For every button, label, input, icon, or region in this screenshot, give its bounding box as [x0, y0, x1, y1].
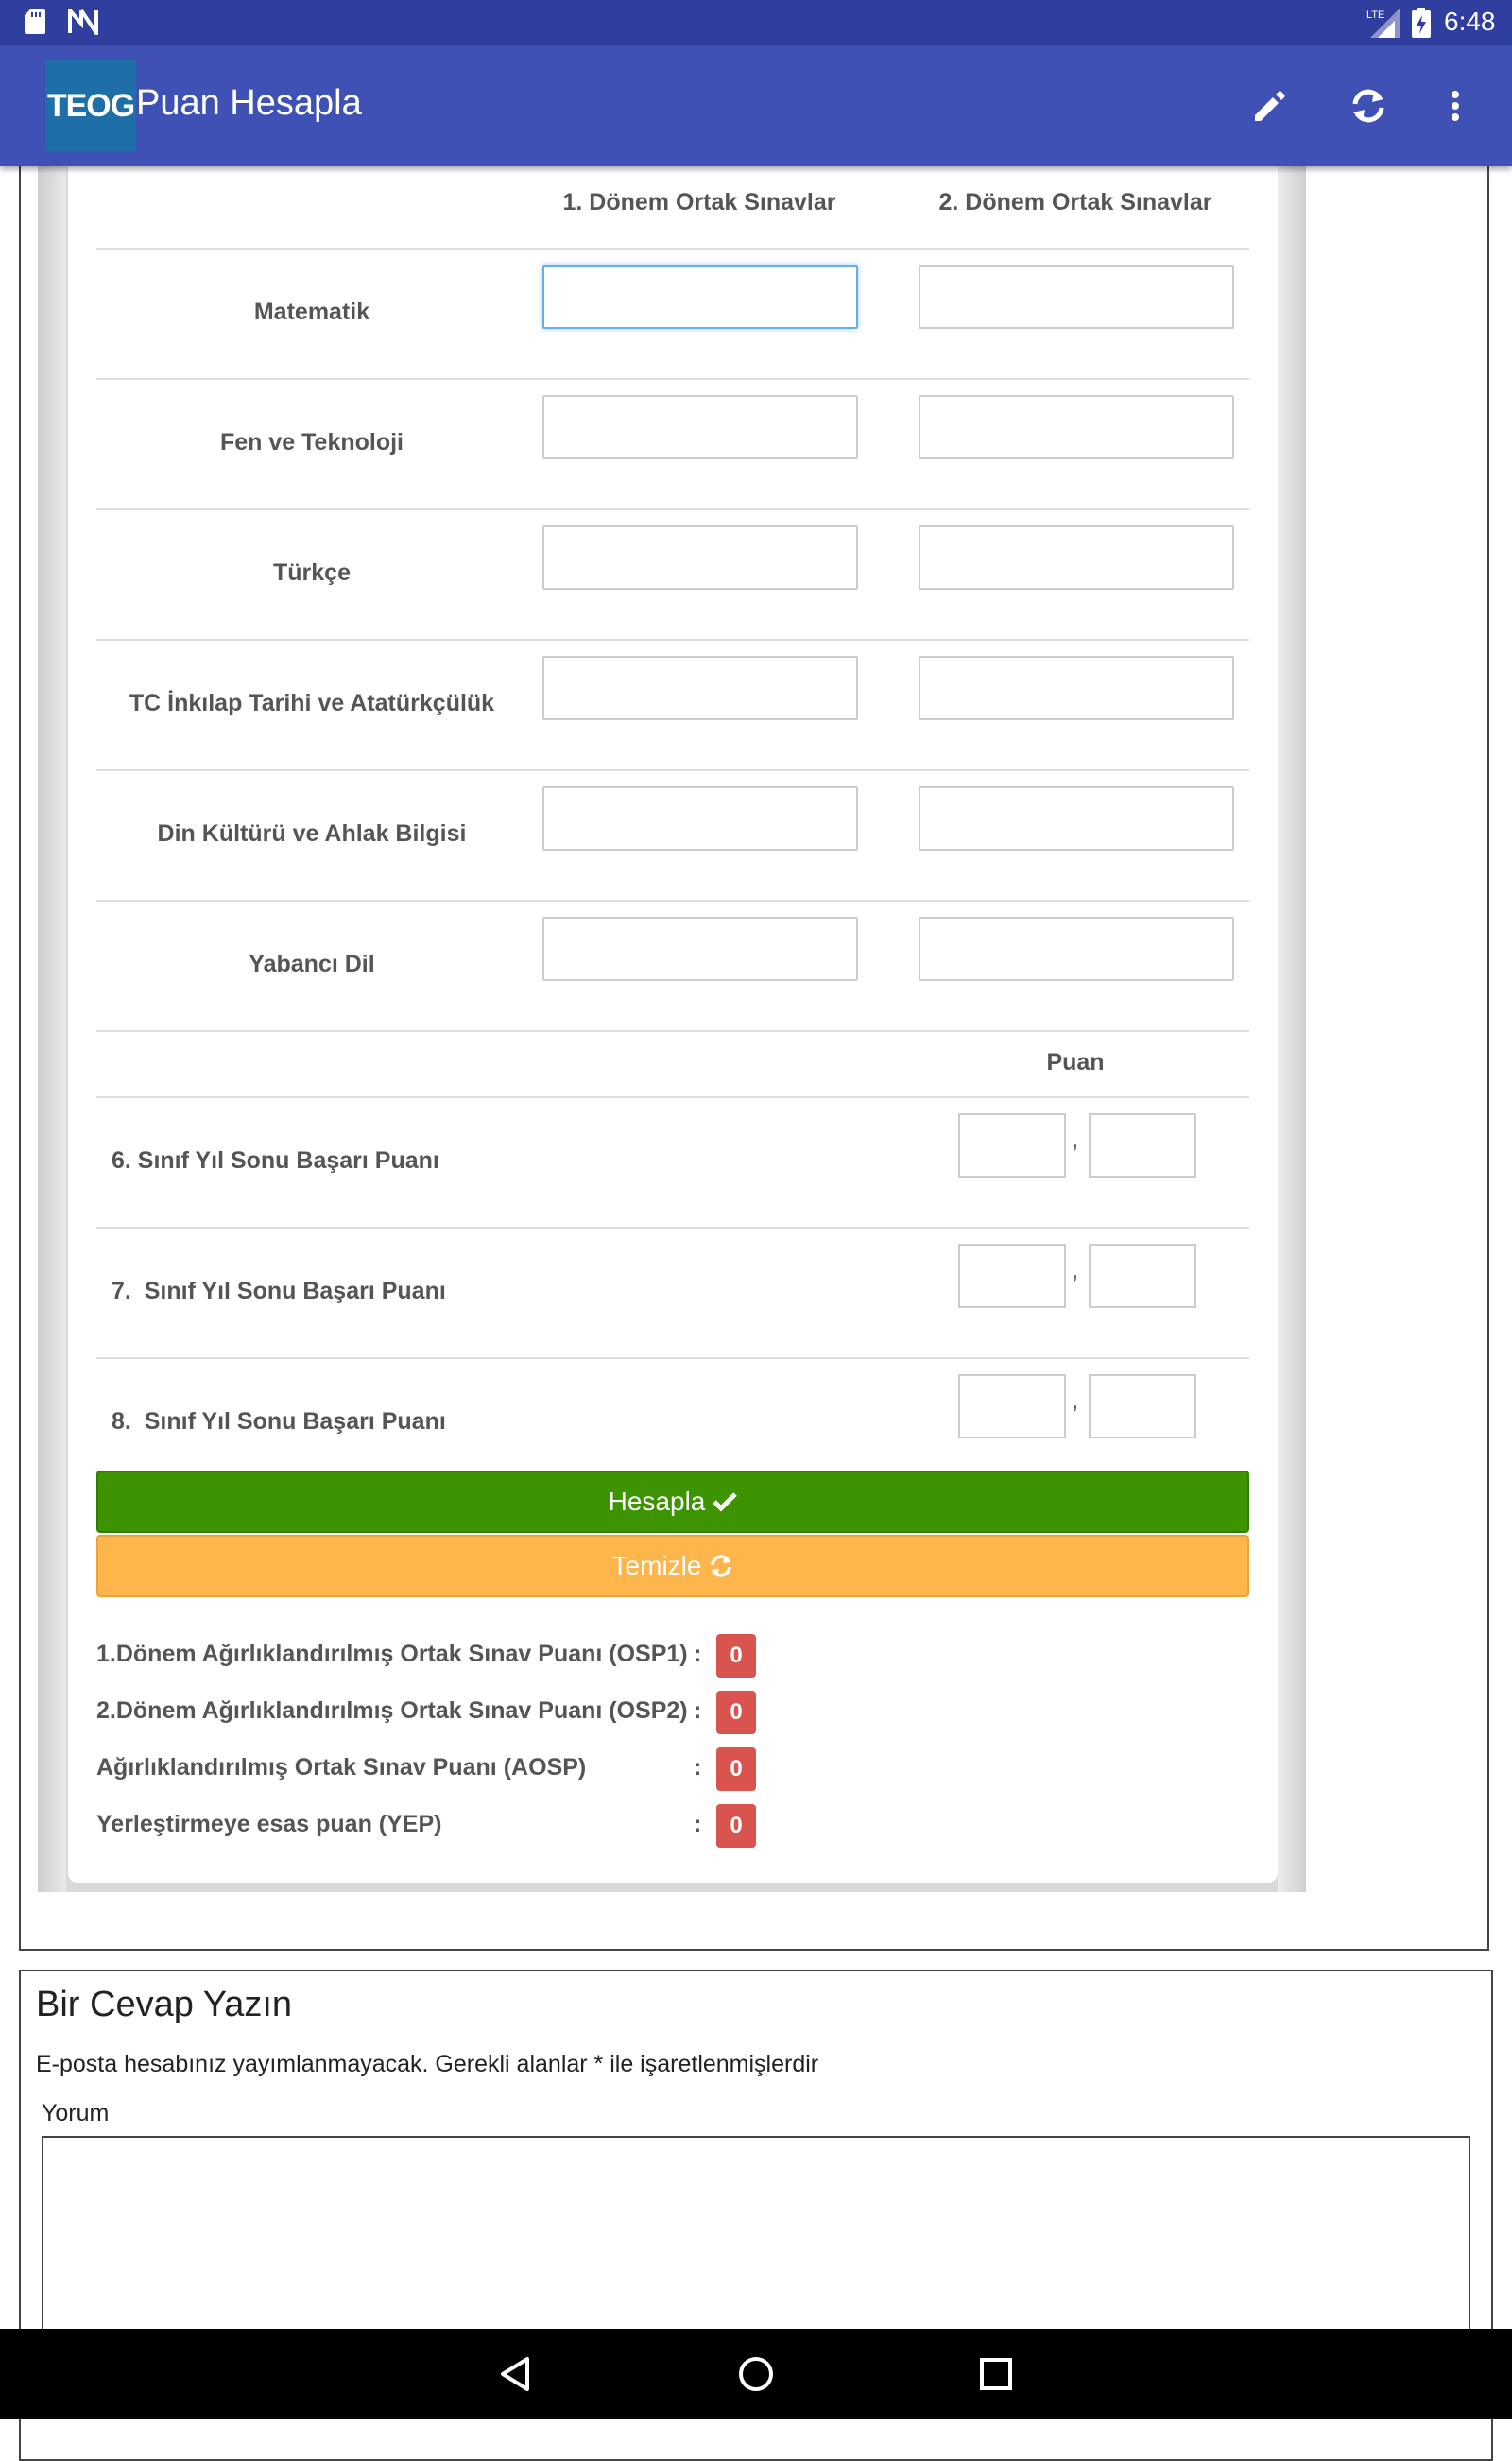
subject-label: Din Kültürü ve Ahlak Bilgisi — [157, 820, 467, 847]
yabanci-dil-term2-input[interactable] — [919, 917, 1234, 981]
app-title: Puan Hesapla — [136, 83, 362, 123]
result-colon: : — [694, 1697, 702, 1724]
result-osp2-label: 2.Dönem Ağırlıklandırılmış Ortak Sınav Puanı (OSP2) — [96, 1697, 688, 1724]
col-header-term1: 1. Dönem Ortak Sınavlar — [562, 189, 836, 215]
grade8-whole-input[interactable] — [958, 1374, 1066, 1438]
clear-label: Temizle — [611, 1551, 702, 1580]
decimal-separator: , — [1072, 1125, 1079, 1153]
row-divider — [96, 508, 1249, 510]
puan-header: Puan — [1046, 1049, 1105, 1076]
subject-label: Fen ve Teknoloji — [219, 429, 404, 456]
row-divider — [96, 1096, 1249, 1098]
row-divider — [96, 769, 1249, 771]
result-osp2-badge: 0 — [716, 1691, 756, 1734]
yabanci-dil-term1-input[interactable] — [542, 917, 858, 981]
app-logo: TEOG — [45, 60, 136, 151]
din-term2-input[interactable] — [919, 786, 1234, 851]
result-colon: : — [694, 1641, 702, 1667]
app-bar — [0, 45, 1512, 166]
year-score-label: 8. Sınıf Yıl Sonu Başarı Puanı — [112, 1408, 446, 1435]
sd-card-icon — [25, 9, 45, 34]
turkce-term2-input[interactable] — [919, 525, 1234, 590]
subject-label: Türkçe — [273, 559, 351, 586]
status-bar — [0, 0, 1512, 45]
check-icon — [713, 1491, 737, 1512]
grade7-decimal-input[interactable] — [1089, 1244, 1196, 1308]
year-score-label: 6. Sınıf Yıl Sonu Başarı Puanı — [112, 1147, 439, 1174]
fen-term1-input[interactable] — [542, 395, 858, 459]
result-colon: : — [694, 1811, 702, 1837]
grade6-decimal-input[interactable] — [1089, 1113, 1196, 1178]
clock: 6:48 — [1444, 7, 1496, 36]
result-osp1-label: 1.Dönem Ağırlıklandırılmış Ortak Sınav Puanı (OSP1) — [96, 1641, 688, 1667]
signal-icon — [1366, 8, 1400, 38]
reply-title: Bir Cevap Yazın — [36, 1985, 293, 2024]
notification-n-icon — [68, 9, 98, 35]
refresh-icon — [709, 1554, 733, 1578]
inkilap-term2-input[interactable] — [919, 656, 1234, 720]
row-divider — [96, 1030, 1249, 1032]
clear-button[interactable] — [96, 1535, 1249, 1597]
result-yep-label: Yerleştirmeye esas puan (YEP) — [96, 1811, 442, 1837]
result-yep-badge: 0 — [716, 1804, 756, 1848]
decimal-separator: , — [1072, 1255, 1079, 1283]
back-icon[interactable] — [493, 2351, 539, 2397]
year-score-label: 7. Sınıf Yıl Sonu Başarı Puanı — [112, 1278, 446, 1304]
result-colon: : — [694, 1754, 702, 1781]
recents-icon[interactable] — [973, 2351, 1019, 2397]
edit-icon[interactable] — [1247, 83, 1293, 129]
reply-note: E-posta hesabınız yayımlanmayacak. Gerekli alanlar * ile işaretlenmişlerdir — [36, 2051, 819, 2077]
navigation-bar — [0, 2329, 1512, 2419]
din-term1-input[interactable] — [542, 786, 858, 851]
grade8-decimal-input[interactable] — [1089, 1374, 1196, 1438]
calculate-button[interactable] — [96, 1471, 1249, 1533]
col-header-term2: 2. Dönem Ortak Sınavlar — [938, 189, 1212, 215]
home-icon[interactable] — [733, 2351, 779, 2397]
row-divider — [96, 378, 1249, 380]
result-aosp-label: Ağırlıklandırılmış Ortak Sınav Puanı (AOSP) — [96, 1754, 587, 1781]
row-divider — [96, 248, 1249, 250]
matematik-term1-input[interactable] — [542, 265, 858, 329]
calculate-label: Hesapla — [608, 1487, 706, 1516]
decimal-separator: , — [1072, 1385, 1079, 1414]
grade7-whole-input[interactable] — [958, 1244, 1066, 1308]
row-divider — [96, 1357, 1249, 1359]
comment-label: Yorum — [42, 2100, 110, 2126]
matematik-term2-input[interactable] — [919, 265, 1234, 329]
result-osp1-badge: 0 — [716, 1634, 756, 1678]
subject-label: Matematik — [253, 299, 370, 325]
result-aosp-badge: 0 — [716, 1747, 756, 1791]
battery-icon — [1412, 8, 1431, 38]
inkilap-term1-input[interactable] — [542, 656, 858, 720]
grade6-whole-input[interactable] — [958, 1113, 1066, 1178]
row-divider — [96, 1227, 1249, 1229]
turkce-term1-input[interactable] — [542, 525, 858, 590]
network-label: LTE — [1366, 9, 1385, 21]
subject-label: TC İnkılap Tarihi ve Atatürkçülük — [129, 690, 495, 716]
fen-term2-input[interactable] — [919, 395, 1234, 459]
row-divider — [96, 639, 1249, 641]
sync-icon[interactable] — [1346, 83, 1391, 129]
row-divider — [96, 900, 1249, 902]
more-vert-icon[interactable] — [1433, 83, 1478, 129]
subject-label: Yabancı Dil — [249, 951, 375, 977]
